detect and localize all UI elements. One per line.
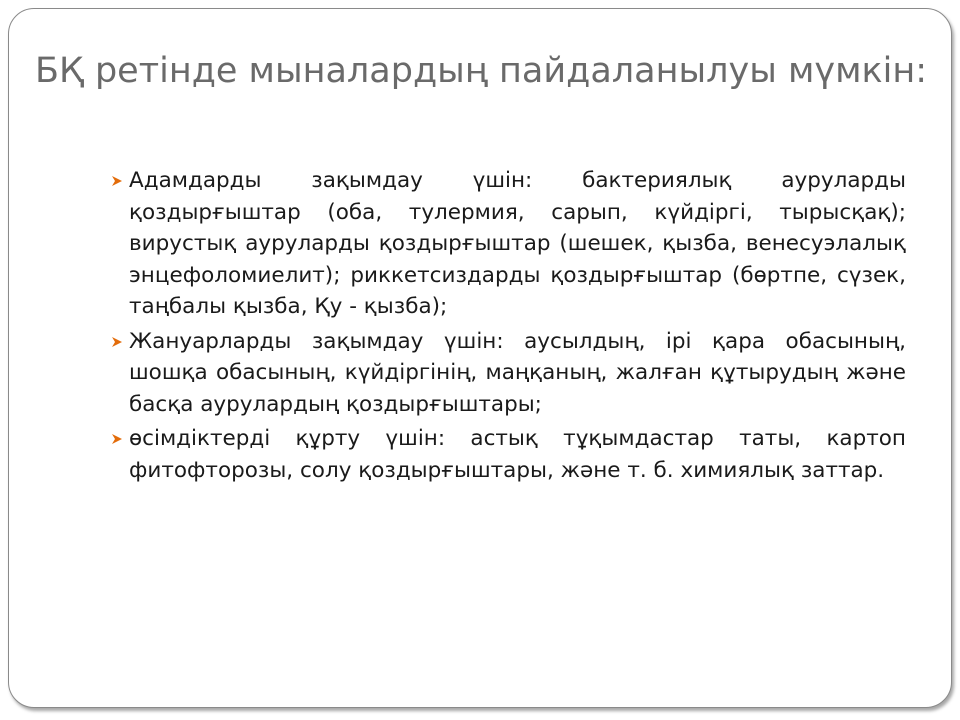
slide-title: БҚ ретінде мыналардың пайдаланылуы мүмкін: — [34, 51, 928, 91]
arrowhead-bullet-icon — [111, 175, 123, 187]
arrowhead-bullet-icon — [111, 433, 123, 445]
list-item — [111, 423, 906, 486]
list-item — [111, 326, 906, 421]
list-item-text: Адамдарды зақымдау үшін: бактериялық ауруларды қоздырғыштар (оба, тулермия, сарып, күйдіргі, тырысқақ); вирустық ауруларды қоздырғыштар (шешек, қызба, венесуэлалық энцефоломиелит); риккетсиздарды қоздырғыштар (бөртпе, сүзек, таңбалы қызба, Қу - қызба); — [129, 168, 906, 319]
arrowhead-bullet-icon — [111, 336, 123, 348]
list-item — [111, 165, 906, 323]
slide — [8, 8, 952, 708]
list-item-text: Жануарларды зақымдау үшін: аусылдың, ірі қара обасының, шошқа обасының, күйдіргінің, маңқаның, жалған құтырудың және басқа аурулардың қоздырғыштары; — [129, 328, 906, 417]
list-item-text: өсімдіктерді құрту үшін: астық тұқымдастар таты, картоп фитофторозы, солу қоздырғыштары, және т. б. химиялық заттар. — [129, 426, 906, 483]
bullet-list — [111, 165, 906, 489]
